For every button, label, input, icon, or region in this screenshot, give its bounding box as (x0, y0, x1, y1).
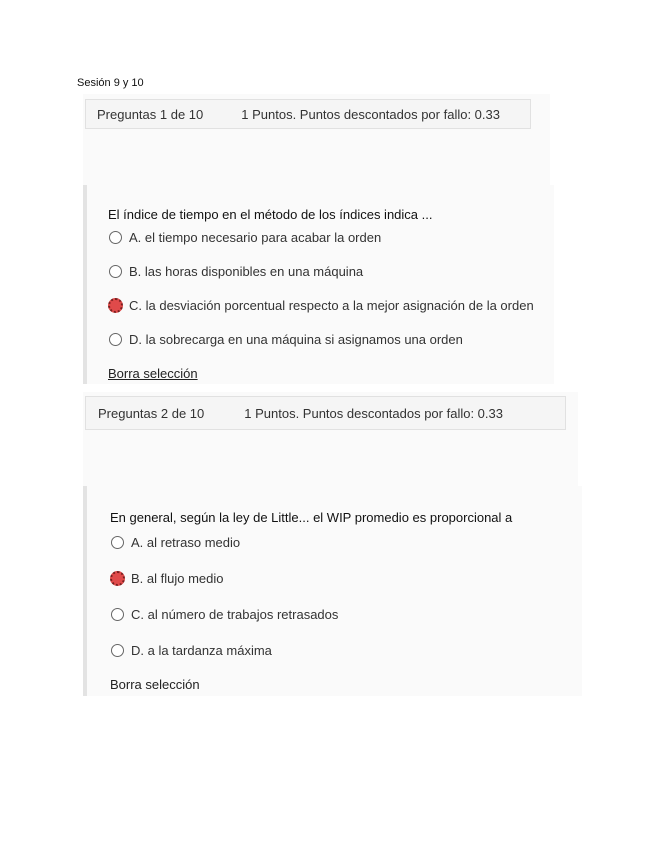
option-label: C. la desviación porcentual respecto a la mejor asignación de la orden (129, 298, 534, 313)
radio-button[interactable] (109, 265, 122, 278)
question-body (83, 185, 554, 384)
radio-button[interactable] (109, 333, 122, 346)
option-b[interactable] (109, 264, 363, 279)
option-label: C. al número de trabajos retrasados (131, 607, 339, 622)
option-label: B. las horas disponibles en una máquina (129, 264, 364, 279)
option-c[interactable] (111, 607, 338, 622)
option-d[interactable] (109, 332, 463, 347)
question-block-2 (83, 392, 578, 696)
option-label: A. al retraso medio (131, 535, 241, 550)
option-label: A. el tiempo necesario para acabar la orden (129, 230, 382, 245)
question-text: El índice de tiempo en el método de los índices indica ... (108, 207, 433, 222)
question-body (83, 486, 582, 696)
option-a[interactable] (111, 535, 240, 550)
option-label: D. la sobrecarga en una máquina si asignamos una orden (129, 332, 463, 347)
radio-button-selected[interactable] (108, 298, 123, 313)
clear-selection-link[interactable]: Borra selección (110, 677, 200, 692)
radio-button[interactable] (111, 644, 124, 657)
option-b[interactable] (111, 571, 224, 586)
question-header (85, 396, 566, 430)
option-label: D. a la tardanza máxima (131, 643, 272, 658)
question-header (85, 99, 531, 129)
radio-button-selected[interactable] (110, 571, 125, 586)
question-points: 1 Puntos. Puntos descontados por fallo: 0.33 (241, 106, 500, 122)
radio-button[interactable] (109, 231, 122, 244)
question-text: En general, según la ley de Little... el WIP promedio es proporcional a (110, 510, 513, 525)
question-block-1 (83, 94, 550, 384)
option-a[interactable] (109, 230, 381, 245)
clear-selection-link[interactable]: Borra selección (108, 366, 198, 381)
question-points: 1 Puntos. Puntos descontados por fallo: 0.33 (244, 405, 503, 421)
option-c[interactable] (109, 298, 534, 313)
option-d[interactable] (111, 643, 272, 658)
question-number: Preguntas 2 de 10 (98, 405, 205, 421)
radio-button[interactable] (111, 536, 124, 549)
radio-button[interactable] (111, 608, 124, 621)
option-label: B. al flujo medio (131, 571, 224, 586)
document-title: Sesión 9 y 10 (77, 77, 144, 89)
question-number: Preguntas 1 de 10 (97, 106, 204, 122)
